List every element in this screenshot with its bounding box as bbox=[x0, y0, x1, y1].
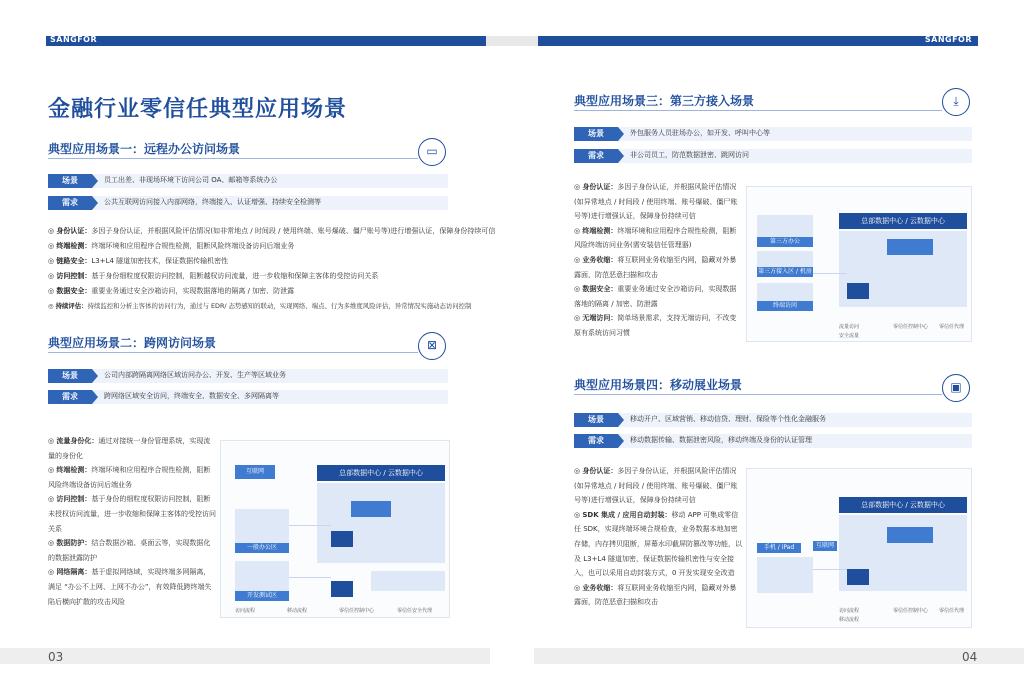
network-cross-icon: ⊠ bbox=[418, 332, 446, 360]
section-2-scene-row bbox=[48, 369, 448, 383]
section-3-title: 典型应用场景三：第三方接入场景 bbox=[574, 94, 755, 108]
terminal-zone-label: 终端访问 bbox=[757, 301, 813, 311]
section-2-need-row bbox=[48, 390, 448, 404]
mobile-features-box bbox=[757, 557, 813, 593]
download-icon: ⤓ bbox=[942, 88, 970, 116]
section-4-need-text: 移动数据传输、数据泄密风险，移动终端及身份的认证管理 bbox=[630, 436, 812, 444]
need-tag: 需求 bbox=[574, 149, 618, 163]
controller-box bbox=[887, 239, 933, 255]
third-party-diagram bbox=[746, 186, 972, 342]
legend-item: 零信任代理 bbox=[939, 608, 965, 614]
section-1-bullet: ◎ 数据安全：重要业务通过安全沙箱访问，实现数据落地的隔离 / 加密、防泄露 bbox=[48, 287, 295, 295]
legend-item: 零信任控制中心 bbox=[893, 324, 929, 330]
flow-line bbox=[289, 577, 331, 578]
flow-line bbox=[813, 569, 847, 570]
legend-item: 移动流程 bbox=[287, 608, 308, 614]
gateway-box bbox=[331, 581, 353, 597]
section-1-scene-row bbox=[48, 174, 448, 188]
section-1-divider bbox=[48, 158, 418, 159]
internet-label: 互联网 bbox=[235, 465, 275, 479]
mobile-label: 手机 / iPad bbox=[757, 543, 801, 553]
legend-item: 访问流程 bbox=[839, 608, 860, 614]
page-number-left: 03 bbox=[48, 650, 64, 664]
section-1-bullet: ◎ 终端检测：终端环境和应用程序合规性检测，阻断风险终端设备访问后端业务 bbox=[48, 242, 295, 250]
flow-line bbox=[813, 273, 847, 274]
controller-box bbox=[887, 527, 933, 543]
page-title: 金融行业零信任典型应用场景 bbox=[48, 97, 348, 122]
mobile-business-diagram bbox=[746, 468, 972, 628]
datacenter-label: 总部数据中心 / 云数据中心 bbox=[839, 497, 967, 513]
scene-tag: 场景 bbox=[574, 127, 618, 141]
internet-label: 互联网 bbox=[813, 541, 837, 551]
section-2-need-text: 跨网络区域安全访问，终端安全、数据安全、多网隔离等 bbox=[104, 392, 279, 400]
section-1-need-text: 公共互联网访问接入内部网络，终端接入、认证增强、持续安全检测等 bbox=[104, 198, 321, 206]
monitor-icon: ▭ bbox=[418, 138, 446, 166]
section-4-need-row bbox=[574, 434, 972, 448]
brand-logo-left: SANGFOR bbox=[50, 35, 98, 44]
footer-band-left bbox=[0, 648, 490, 664]
section-1-scene-text: 员工出差、非现场环境下访问公司 OA、邮箱等系统办公 bbox=[104, 176, 278, 184]
cross-network-diagram bbox=[220, 440, 450, 618]
section-2-scene-text: 公司内部跨隔离网络区域访问办公、开发、生产等区域业务 bbox=[104, 371, 286, 379]
legend-item: 零信任控制中心 bbox=[339, 608, 375, 614]
page-number-right: 04 bbox=[962, 650, 978, 664]
header-bar-right bbox=[538, 36, 978, 46]
office-zone-label: 一般办公区 bbox=[235, 543, 289, 553]
spine-band bbox=[486, 36, 538, 46]
footer-band-right bbox=[534, 648, 1024, 664]
legend-item: 访问流程 bbox=[235, 608, 256, 614]
third-party-zone-label: 第三方办公 bbox=[757, 237, 813, 247]
section-3-need-text: 非公司员工，防范数据泄密、跳网访问 bbox=[630, 151, 749, 159]
section-2-bullets: ◎ 流量身份化：通过对接统一身份管理系统，实现流量的身份化 ◎ 终端检测：终端环境和应用程序合规性检测，阻断风险终端设备访问后端业务 ◎ 访问控制：基于身份的细粒度权限访问控制，阻断未授权访问流量，进一步收缩和保障主客体的受控访问关系 ◎ 数据防护：结合数据沙箱、桌面云等，实现数据化的数据泄露防护 ◎ 网络隔离：基于虚拟网络域，实现终端多网隔离，满足 “办公不上网、上网不办公”，有效降低跨终端失陷后横向扩散的攻击风险 bbox=[48, 437, 216, 606]
section-1-bullet: ◎ 链路安全：L3+L4 隧道加密技术，保证数据传输机密性 bbox=[48, 257, 229, 265]
controller-box bbox=[351, 501, 391, 517]
dev-zone-label: 开发测试区 bbox=[235, 591, 289, 601]
brand-logo-right: SANGFOR bbox=[924, 35, 972, 44]
section-1-title: 典型应用场景一：远程办公访问场景 bbox=[48, 142, 241, 156]
gateway-box bbox=[331, 531, 353, 547]
section-2-divider bbox=[48, 352, 418, 353]
section-3-need-row bbox=[574, 149, 972, 163]
section-1-bullet: ◎ 访问控制：基于身份细粒度权限访问控制，阻断越权访问流量，进一步收缩和保障主客体的受控访问关系 bbox=[48, 272, 379, 280]
section-3-scene-text: 外包服务人员驻场办公，如开发、呼叫中心等 bbox=[630, 129, 770, 137]
datacenter-area bbox=[317, 483, 445, 563]
scene-tag: 场景 bbox=[48, 369, 92, 383]
third-party-zone bbox=[757, 215, 813, 237]
prod-zone bbox=[371, 571, 445, 591]
datacenter-label: 总部数据中心 / 云数据中心 bbox=[317, 465, 445, 481]
access-zone-label: 第三方接入区 / 机房 bbox=[758, 268, 812, 275]
office-zone bbox=[235, 509, 289, 543]
section-4-title: 典型应用场景四：移动展业场景 bbox=[574, 378, 743, 392]
dev-zone bbox=[235, 561, 289, 591]
section-3-divider bbox=[574, 110, 942, 111]
legend-item: 零信任代理 bbox=[939, 324, 965, 330]
need-tag: 需求 bbox=[48, 390, 92, 404]
need-tag: 需求 bbox=[48, 196, 92, 210]
section-1-bullet: ◎ 身份认证：多因子身份认证，并根据风险评估情况(如非常地点 / 时间段 / 使用终端、账号爆破、僵尸账号等)进行增强认证，保障身份持续可信 bbox=[48, 227, 496, 235]
section-4-divider bbox=[574, 394, 942, 395]
terminal-zone bbox=[757, 283, 813, 301]
section-2-title: 典型应用场景二：跨网访问场景 bbox=[48, 336, 217, 350]
access-zone bbox=[757, 251, 813, 267]
legend-item: 零信任控制中心 bbox=[893, 608, 929, 614]
scene-tag: 场景 bbox=[48, 174, 92, 188]
section-4-scene-text: 移动开户、区域营销、移动信贷、理财、保险等个性化金融服务 bbox=[630, 415, 826, 423]
section-1-bullet: ◎ 持续评估：持续监控和分析主客体的访问行为，通过与 EDR/ 态势感知的联动，实现网络、端点、行为多维度风险评估，异常情况实施动态访问控制 bbox=[48, 302, 472, 310]
need-tag: 需求 bbox=[574, 434, 618, 448]
folder-icon: ▣ bbox=[942, 374, 970, 402]
legend-item: 流量访问 bbox=[839, 324, 860, 330]
gateway-box bbox=[847, 569, 869, 585]
section-3-bullets: ◎ 身份认证：多因子身份认证，并根据风险评估情况(如异常地点 / 时间段 / 使用终端、账号爆破、僵尸账号等)进行增强认证，保障身份持续可信 ◎ 终端检测：终端环境和应用程序合规性检测，阻断风险终端访问业务(需安装信任管理器) ◎ 业务收缩：将互联网业务收缩至内网，隐藏对外暴露面，防范恶意扫描和攻击 ◎ 数据安全：重要业务通过安全沙箱访问，实现数据落地的隔离 / 加密、防泄露 ◎ 无端访问：简单场景需求，支持无端访问，不改变原有系统访问习惯 bbox=[574, 183, 738, 337]
legend-item: 零信任安全代理 bbox=[397, 608, 433, 614]
section-1-need-row bbox=[48, 196, 448, 210]
datacenter-label: 总部数据中心 / 云数据中心 bbox=[839, 213, 967, 229]
section-3-scene-row bbox=[574, 127, 972, 141]
flow-line bbox=[289, 525, 331, 526]
header-bar-left bbox=[46, 36, 486, 46]
section-4-scene-row bbox=[574, 413, 972, 427]
scene-tag: 场景 bbox=[574, 413, 618, 427]
gateway-box bbox=[847, 283, 869, 299]
section-4-bullets: ◎ 身份认证：多因子身份认证，并根据风险评估情况(如异常地点 / 时间段 / 使用终端、账号爆破、僵尸账号等)进行增强认证，保障身份持续可信 ◎ SDK 集成 / 应用自动封装：移动 APP 可集成零信任 SDK，实现终端环境合规检查，业务数据本地加密存储，内存拷贝阻断，屏幕水印截屏防篡改等功能，以及 L3+L4 隧道加密，保证数据传输机密性与安全接入，也可以采用自动封装方式，0 开发实现安全改造 ◎ 业务收缩：将互联网业务收缩至内网，隐藏对外暴露面，防范恶意扫描和攻击 bbox=[574, 467, 742, 607]
legend-item: 安全流量 bbox=[839, 333, 860, 339]
legend-item: 移动流程 bbox=[839, 617, 860, 623]
